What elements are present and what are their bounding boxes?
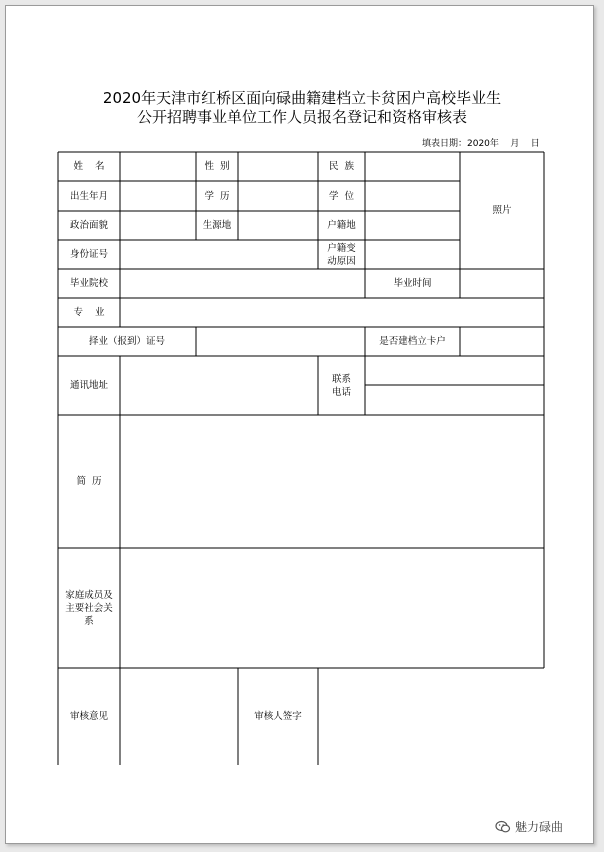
input-gender[interactable]	[238, 152, 318, 181]
input-hukou-change[interactable]	[365, 240, 460, 269]
input-education[interactable]	[238, 181, 318, 211]
label-phone: 联系 电话	[331, 373, 351, 398]
input-degree[interactable]	[365, 181, 460, 211]
input-review[interactable]	[120, 668, 238, 765]
label-hukou: 户籍地	[327, 220, 356, 231]
input-poverty-card[interactable]	[460, 327, 544, 356]
input-family[interactable]	[120, 548, 544, 668]
form-title-line1: 2020年天津市红桥区面向碌曲籍建档立卡贫困户高校毕业生	[102, 89, 502, 107]
form-title-line2: 公开招聘事业单位工作人员报名登记和资格审核表	[136, 108, 467, 126]
input-phone-1[interactable]	[365, 356, 544, 385]
input-address[interactable]	[120, 356, 318, 415]
label-education: 学 历	[204, 190, 230, 202]
input-birth[interactable]	[120, 181, 196, 211]
label-political: 政治面貌	[69, 220, 108, 231]
wechat-icon	[495, 819, 511, 835]
label-school: 毕业院校	[69, 278, 108, 289]
label-poverty-card: 是否建档立卡户	[379, 336, 446, 347]
label-major: 专 业	[73, 307, 105, 318]
label-gender: 性 别	[204, 161, 230, 172]
label-name: 姓 名	[73, 161, 105, 172]
watermark-text: 魅力碌曲	[515, 820, 564, 834]
input-political[interactable]	[120, 211, 196, 240]
label-grad-time: 毕业时间	[393, 278, 432, 289]
input-hukou[interactable]	[365, 211, 460, 240]
input-major[interactable]	[120, 298, 544, 327]
label-origin: 生源地	[202, 220, 232, 231]
input-reviewer-sign[interactable]	[318, 668, 544, 765]
label-hukou-change: 户籍变 动原因	[327, 242, 356, 267]
input-employment-cert[interactable]	[196, 327, 365, 356]
label-ethnicity: 民 族	[328, 161, 355, 172]
label-photo: 照片	[492, 205, 512, 216]
input-resume[interactable]	[120, 415, 544, 548]
label-id-number: 身份证号	[69, 249, 108, 260]
input-grad-time[interactable]	[460, 269, 544, 298]
label-employment-cert: 择业（报到）证号	[88, 336, 165, 347]
label-family: 家庭成员及 主要社会关 系	[65, 589, 113, 627]
label-birth: 出生年月	[69, 190, 108, 202]
label-address: 通讯地址	[69, 380, 108, 391]
watermark	[495, 818, 563, 835]
input-id-number[interactable]	[120, 240, 318, 269]
input-phone-2[interactable]	[365, 385, 544, 415]
label-review: 审核意见	[69, 711, 108, 722]
fill-date: 填表日期：2020年 月 日	[422, 139, 540, 149]
input-name[interactable]	[120, 152, 196, 181]
label-resume: 简 历	[76, 476, 102, 487]
input-origin[interactable]	[238, 211, 318, 240]
input-school[interactable]	[120, 269, 365, 298]
label-degree: 学 位	[328, 190, 355, 202]
label-reviewer-sign: 审核人签字	[254, 711, 302, 722]
input-ethnicity[interactable]	[365, 152, 460, 181]
